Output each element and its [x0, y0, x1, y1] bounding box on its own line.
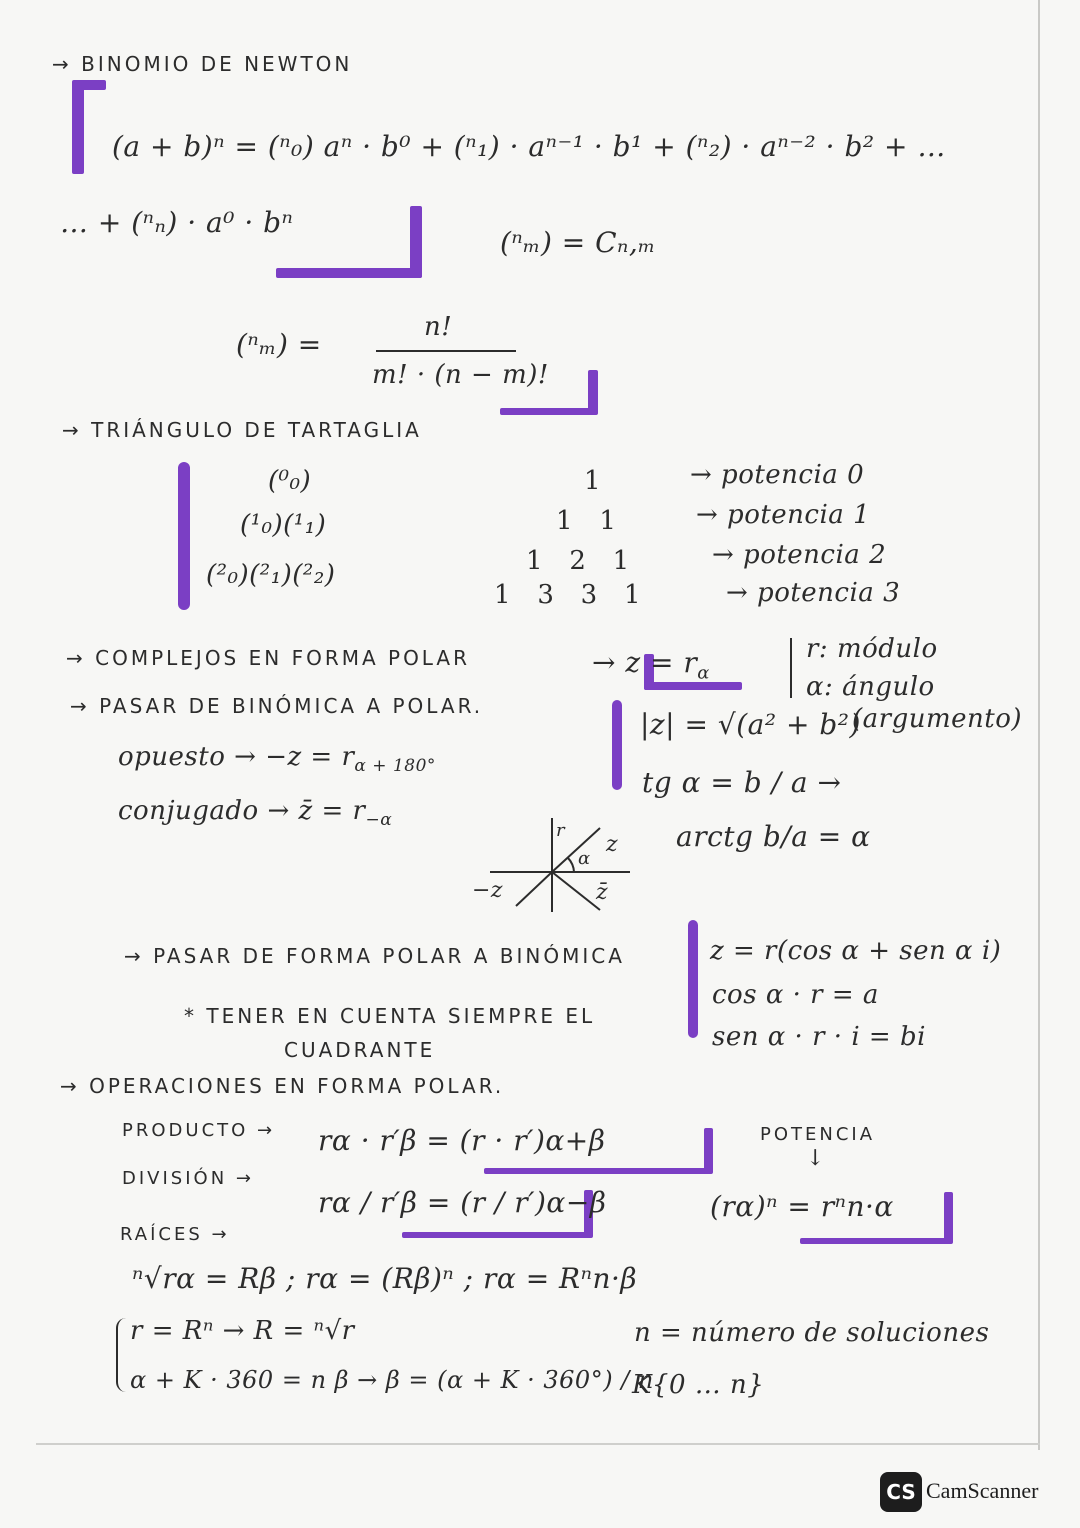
- op-raices-label: RAÍCES →: [120, 1224, 230, 1245]
- polar-z-form-base: → z = r: [592, 646, 698, 679]
- heading-operaciones-polar: → OPERACIONES EN FORMA POLAR.: [60, 1074, 505, 1098]
- polar-arctan-formula: arctg b/a = α: [676, 820, 871, 853]
- combination-notation: (ⁿₘ) = Cₙ,ₘ: [500, 226, 656, 259]
- highlight-division-underline: [402, 1232, 592, 1238]
- plot-vector-conj: [552, 872, 600, 910]
- op-potencia-arrow: ↓: [806, 1146, 825, 1171]
- plot-label-conj: z̄: [596, 880, 609, 905]
- tartaglia-label-row-1: → potencia 1: [696, 500, 871, 530]
- polar-z-form-sub: α: [697, 662, 710, 684]
- plot-label-alpha: α: [578, 848, 591, 869]
- highlight-producto-corner: [704, 1128, 713, 1174]
- raices-system-brace: [116, 1318, 126, 1392]
- polar-opuesto: [118, 742, 436, 776]
- combination-formula-numerator: n!: [424, 312, 453, 342]
- op-potencia-label: POTENCIA: [760, 1124, 876, 1145]
- highlight-bracket-newton-bottom: [276, 268, 422, 278]
- newton-expansion-line-1: (a + b)ⁿ = (ⁿ₀) aⁿ · b⁰ + (ⁿ₁) · aⁿ⁻¹ · b¹ + (ⁿ₂) · aⁿ⁻² · b² + …: [112, 130, 946, 163]
- camscanner-logo: CS: [880, 1472, 922, 1512]
- raices-system-eq-2: α + K · 360 = n β → β = (α + K · 360°) / n: [130, 1366, 654, 1394]
- paper-edge-right: [1038, 0, 1040, 1450]
- heading-binomica-a-polar: → PASAR DE BINÓMICA A POLAR.: [70, 694, 484, 718]
- camscanner-brand: CamScanner: [926, 1478, 1039, 1503]
- binomic-eq-3: sen α · r · i = bi: [712, 1022, 926, 1052]
- newton-expansion-line-2: … + (ⁿₙ) · a⁰ · bⁿ: [60, 206, 294, 239]
- plot-label-z: z: [606, 832, 619, 857]
- highlight-bracket-newton-top: [72, 80, 106, 90]
- polar-conjugado: [118, 796, 392, 830]
- plot-angle-arc: [568, 858, 574, 872]
- tartaglia-values-row-2: 1 2 1: [526, 546, 630, 576]
- tartaglia-label-row-0: → potencia 0: [690, 460, 865, 490]
- heading-triangulo-tartaglia: → TRIÁNGULO DE TARTAGLIA: [62, 418, 422, 442]
- polar-modulus-formula: |z| = √(a² + b²): [640, 708, 861, 741]
- tartaglia-values-row-3: 1 3 3 1: [494, 580, 642, 610]
- heading-polar-a-binomica: → PASAR DE FORMA POLAR A BINÓMICA: [124, 944, 625, 968]
- raices-system-eq-1: r = Rⁿ → R = ⁿ√r: [130, 1316, 355, 1346]
- note-cuadrante-line-2: CUADRANTE: [284, 1038, 436, 1062]
- polar-tangent-formula: tg α = b / a →: [642, 766, 842, 799]
- highlight-bracket-newton-left: [72, 84, 84, 174]
- tartaglia-binomials-row-0: (⁰₀): [268, 466, 312, 496]
- polar-opuesto-base: opuesto → −z = r: [118, 742, 355, 772]
- op-division-label: DIVISIÓN →: [122, 1168, 254, 1189]
- op-producto-label: PRODUCTO →: [122, 1120, 276, 1141]
- tartaglia-binomials-row-1: (¹₀)(¹₁): [240, 510, 327, 540]
- op-potencia-eq: (rα)ⁿ = rⁿn·α: [710, 1190, 894, 1223]
- plot-label-neg-z: −z: [472, 878, 504, 903]
- op-division-eq: rα / r′β = (r / r′)α−β: [318, 1186, 607, 1219]
- combination-formula-lhs: (ⁿₘ) =: [236, 328, 322, 361]
- combination-fraction-bar: [376, 350, 516, 352]
- combination-formula-denominator: m! · (n − m)!: [372, 360, 549, 390]
- polar-def-divider: [790, 638, 792, 698]
- polar-opuesto-sub: α + 180°: [354, 756, 436, 777]
- polar-z-form: [592, 646, 710, 684]
- highlight-binomic-brace: [612, 700, 622, 790]
- polar-def-angulo: α: ángulo: [806, 672, 935, 702]
- highlight-binomic-brace-2: [688, 920, 698, 1038]
- binomic-eq-1: z = r(cos α + sen α i): [710, 936, 1002, 966]
- binomic-eq-2: cos α · r = a: [712, 980, 879, 1010]
- raices-k-definition: K{0 … n}: [632, 1370, 765, 1400]
- plot-vector-neg-z: [516, 872, 552, 906]
- raices-n-definition: n = número de soluciones: [634, 1318, 990, 1348]
- tartaglia-label-row-3: → potencia 3: [726, 578, 901, 608]
- op-producto-eq: rα · r′β = (r · r′)α+β: [318, 1124, 606, 1157]
- polar-conjugado-base: conjugado → z̄ = r: [118, 796, 366, 826]
- polar-conjugado-sub: −α: [365, 810, 393, 831]
- tartaglia-binomials-row-2: (²₀)(²₁)(²₂): [206, 560, 336, 590]
- polar-def-modulo: r: módulo: [806, 634, 938, 664]
- note-cuadrante-line-1: * TENER EN CUENTA SIEMPRE EL: [184, 1004, 596, 1028]
- op-raices-eq: ⁿ√rα = Rβ ; rα = (Rβ)ⁿ ; rα = Rⁿn·β: [132, 1262, 638, 1295]
- highlight-tartaglia-brace: [178, 462, 190, 610]
- plot-label-r: r: [556, 820, 566, 841]
- tartaglia-values-row-0: 1: [584, 466, 602, 496]
- heading-binomio-newton: → BINOMIO DE NEWTON: [52, 52, 353, 76]
- paper-edge-bottom: [36, 1443, 1040, 1445]
- heading-complejos-polar: → COMPLEJOS EN FORMA POLAR: [66, 646, 470, 670]
- highlight-formula-underline: [500, 408, 598, 415]
- highlight-potencia-corner: [944, 1192, 953, 1244]
- highlight-formula-corner: [588, 370, 598, 414]
- highlight-potencia-underline: [800, 1238, 952, 1244]
- tartaglia-label-row-2: → potencia 2: [712, 540, 887, 570]
- highlight-producto-underline: [484, 1168, 712, 1174]
- tartaglia-values-row-1: 1 1: [556, 506, 617, 536]
- polar-def-argumento: (argumento): [852, 704, 1022, 734]
